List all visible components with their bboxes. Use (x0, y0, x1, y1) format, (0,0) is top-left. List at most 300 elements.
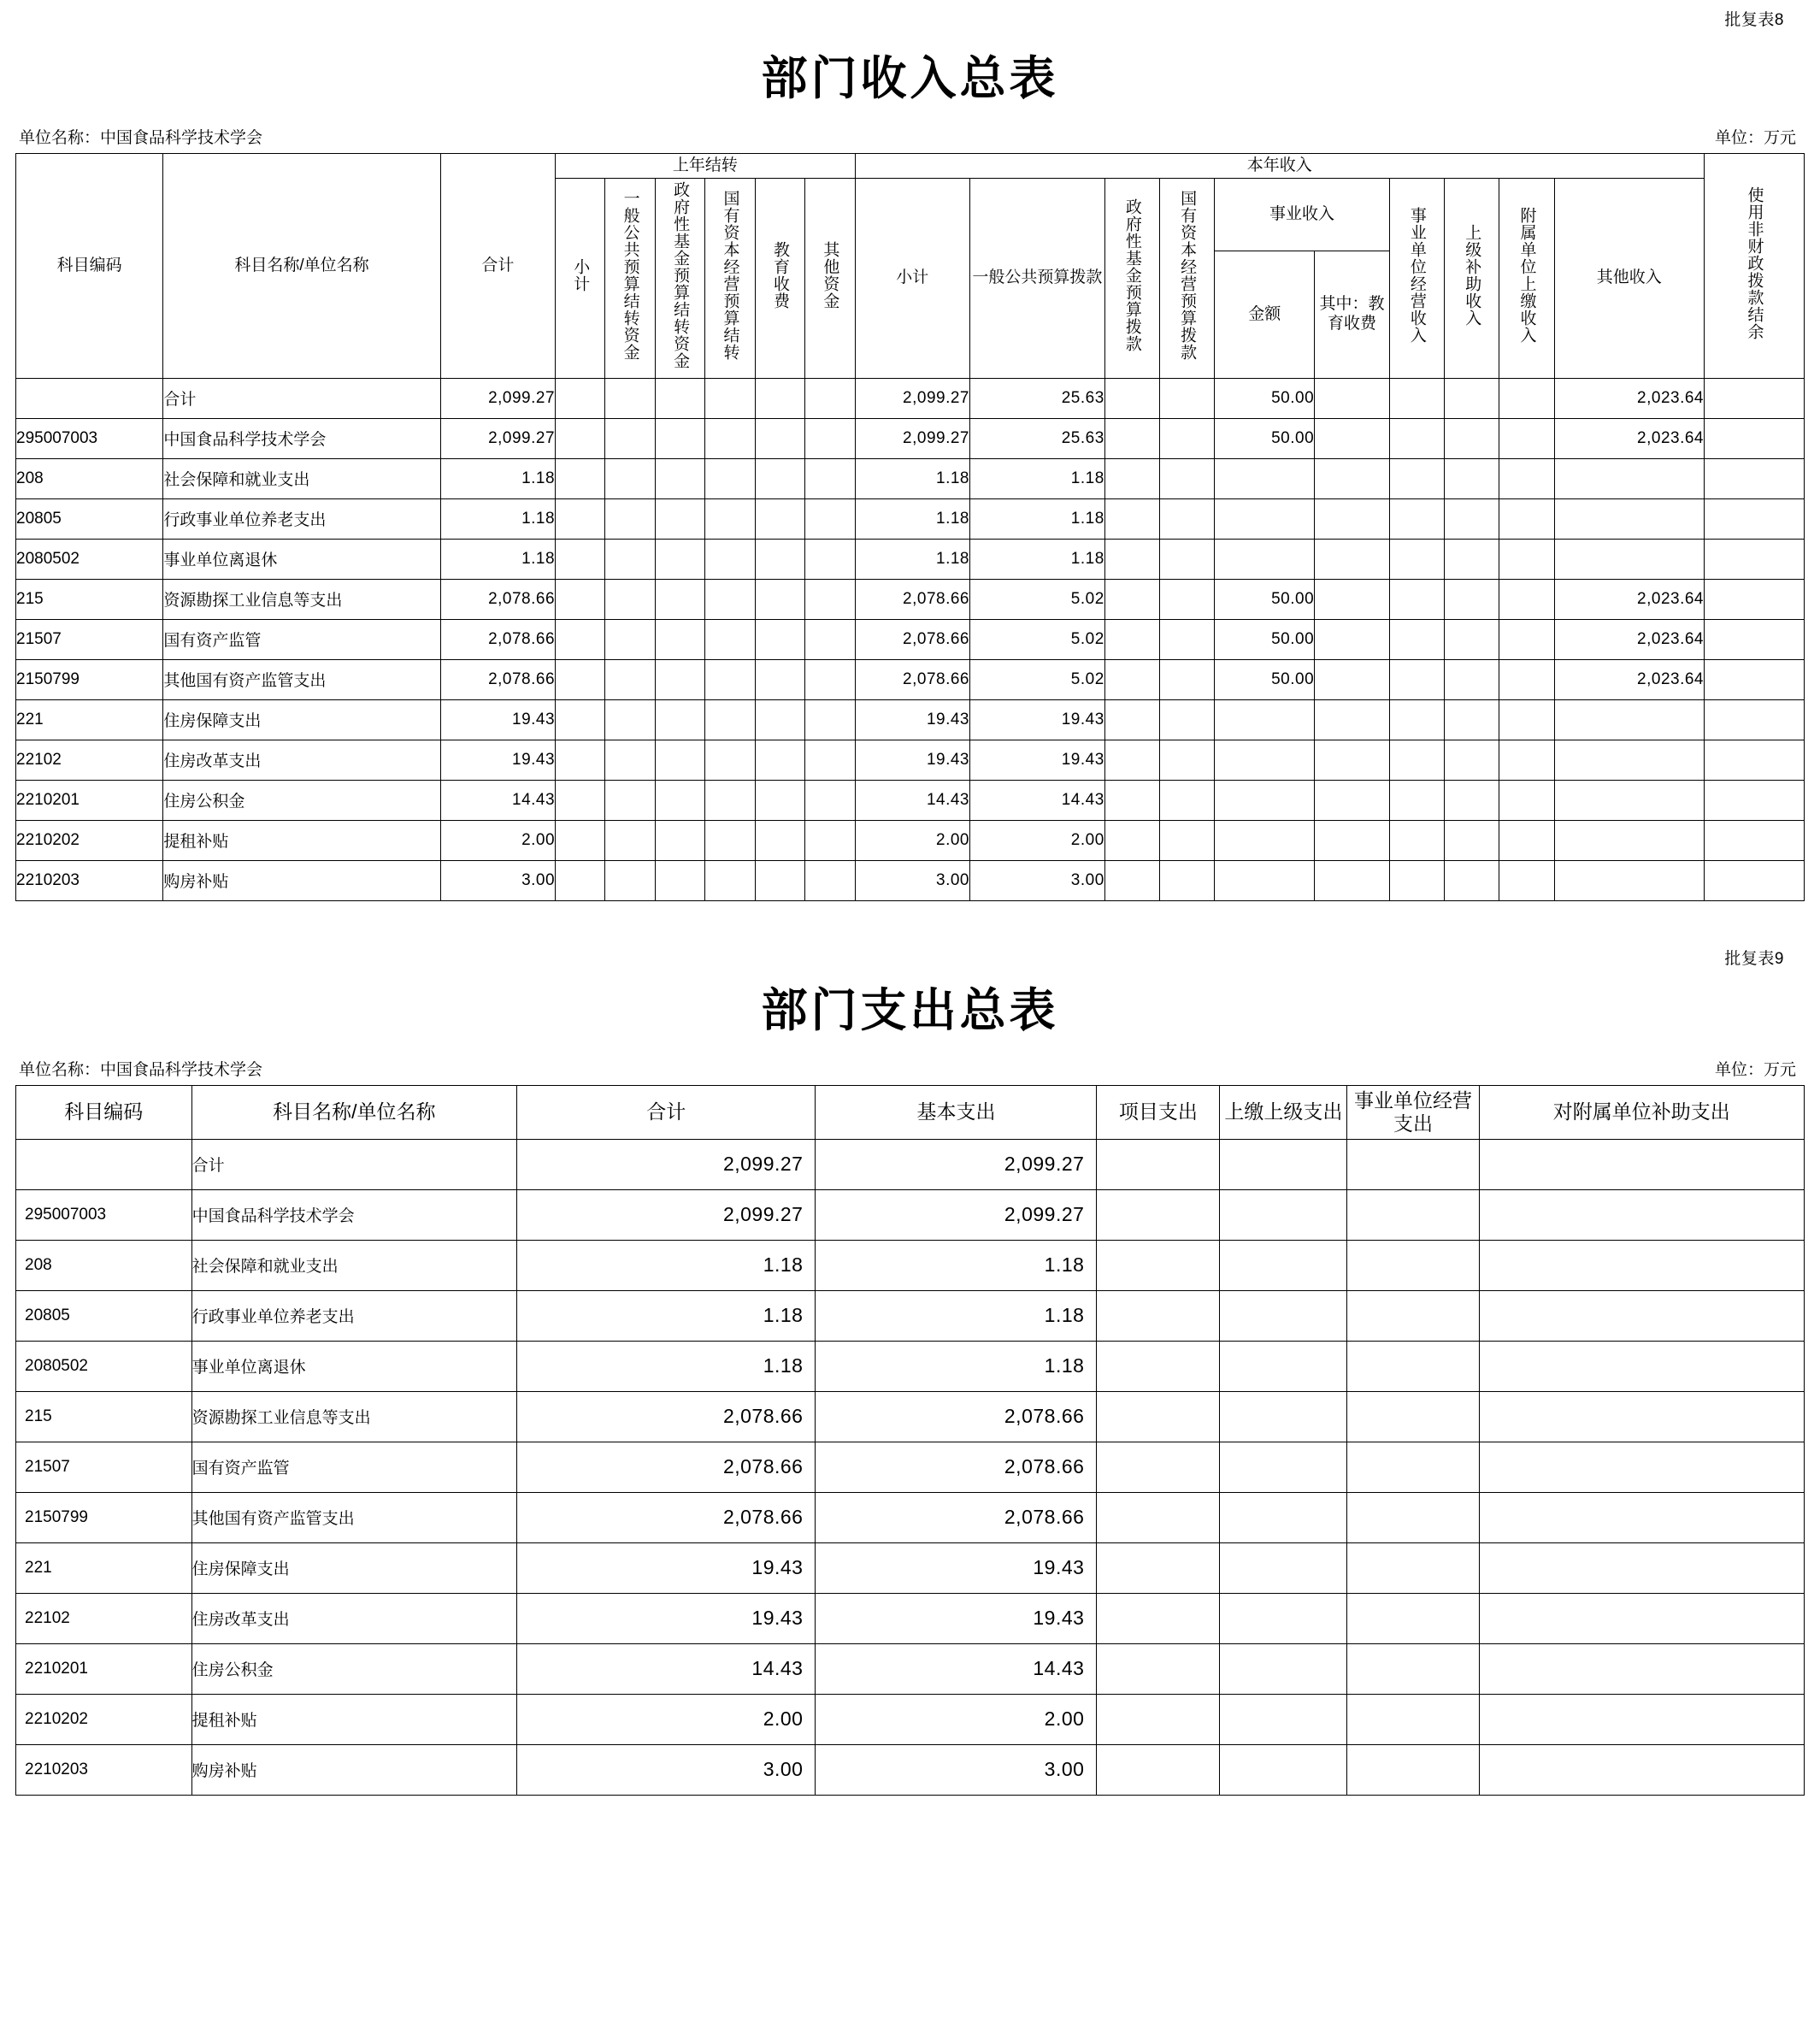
row-career-amount: 50.00 (1215, 418, 1315, 458)
row-nontax (1705, 740, 1805, 780)
row-basic: 19.43 (816, 1542, 1097, 1593)
row-project (1097, 1744, 1220, 1795)
row-career-operate (1389, 378, 1444, 418)
row-superior (1445, 699, 1499, 740)
row-project (1097, 1139, 1220, 1189)
row-name: 住房改革支出 (191, 1593, 516, 1643)
row-operate (1347, 1240, 1479, 1290)
row-co-general (605, 699, 655, 740)
row-superior (1445, 498, 1499, 539)
row-total: 19.43 (516, 1542, 816, 1593)
row-career-edu (1315, 458, 1390, 498)
row-yr-sub: 3.00 (855, 860, 969, 900)
income-col-co-general-label: 一般公共预算结转资金 (621, 190, 639, 362)
row-code: 2210202 (16, 1694, 192, 1744)
expenditure-header-row (16, 1085, 1805, 1139)
row-co-edu (755, 860, 804, 900)
row-co-govfund (655, 699, 704, 740)
row-co-edu (755, 780, 804, 820)
row-career-operate (1389, 659, 1444, 699)
table-row (16, 619, 1805, 659)
row-total: 2,078.66 (440, 579, 555, 619)
row-yr-sub: 14.43 (855, 780, 969, 820)
row-yr-govfund (1104, 418, 1159, 458)
expenditure-col-superior-payment: 上缴上级支出 (1220, 1085, 1347, 1139)
row-basic: 2,078.66 (816, 1391, 1097, 1442)
row-co-other (805, 579, 855, 619)
row-project (1097, 1240, 1220, 1290)
row-other (1554, 458, 1704, 498)
row-code: 221 (16, 699, 163, 740)
row-career-amount (1215, 740, 1315, 780)
row-total: 19.43 (440, 699, 555, 740)
row-co-other (805, 498, 855, 539)
row-co-other (805, 780, 855, 820)
row-yr-stateop (1160, 539, 1215, 579)
row-yr-sub: 1.18 (855, 498, 969, 539)
row-co-govfund (655, 740, 704, 780)
row-co-sub (556, 659, 605, 699)
row-superior (1220, 1391, 1347, 1442)
row-operate (1347, 1139, 1479, 1189)
row-career-amount: 50.00 (1215, 579, 1315, 619)
income-col-co-stateop-label: 国有资本经营预算结转 (721, 190, 739, 362)
row-basic: 1.18 (816, 1240, 1097, 1290)
row-code: 215 (16, 1391, 192, 1442)
row-affiliate (1479, 1492, 1804, 1542)
row-affiliate (1499, 780, 1554, 820)
row-career-operate (1389, 740, 1444, 780)
row-nontax (1705, 418, 1805, 458)
row-code: 208 (16, 458, 163, 498)
row-co-general (605, 458, 655, 498)
row-affiliate (1479, 1341, 1804, 1391)
row-yr-stateop (1160, 699, 1215, 740)
row-total: 14.43 (440, 780, 555, 820)
row-total: 1.18 (516, 1290, 816, 1341)
row-total: 2.00 (516, 1694, 816, 1744)
row-career-edu (1315, 820, 1390, 860)
row-co-stateop (705, 579, 755, 619)
row-career-operate (1389, 820, 1444, 860)
table-row (16, 740, 1805, 780)
row-co-sub (556, 498, 605, 539)
row-yr-govfund (1104, 539, 1159, 579)
row-affiliate (1499, 539, 1554, 579)
row-project (1097, 1290, 1220, 1341)
row-co-general (605, 619, 655, 659)
expenditure-col-affiliate-subsidy: 对附属单位补助支出 (1479, 1085, 1804, 1139)
row-operate (1347, 1391, 1479, 1442)
row-yr-govfund (1104, 740, 1159, 780)
row-co-stateop (705, 820, 755, 860)
row-yr-stateop (1160, 418, 1215, 458)
row-name: 购房补贴 (191, 1744, 516, 1795)
row-operate (1347, 1694, 1479, 1744)
row-name: 社会保障和就业支出 (191, 1240, 516, 1290)
row-yr-general: 3.00 (970, 860, 1105, 900)
row-superior (1220, 1240, 1347, 1290)
expenditure-meta-row (15, 1057, 1805, 1085)
row-basic: 14.43 (816, 1643, 1097, 1694)
row-basic: 2.00 (816, 1694, 1097, 1744)
row-total: 14.43 (516, 1643, 816, 1694)
income-unit-measure: 单位：万元 (1714, 129, 1796, 147)
row-name: 行政事业单位养老支出 (191, 1290, 516, 1341)
row-name: 合计 (163, 378, 440, 418)
table-row (16, 1694, 1805, 1744)
row-co-sub (556, 579, 605, 619)
income-col-superior-subsidy-label: 上级补助收入 (1463, 224, 1481, 327)
income-col-yr-general: 一般公共预算拨款 (970, 179, 1105, 378)
row-total: 2,078.66 (516, 1442, 816, 1492)
row-superior (1220, 1189, 1347, 1240)
row-co-other (805, 619, 855, 659)
row-basic: 3.00 (816, 1744, 1097, 1795)
row-yr-govfund (1104, 699, 1159, 740)
expenditure-col-total: 合计 (516, 1085, 816, 1139)
row-name: 事业单位离退休 (191, 1341, 516, 1391)
row-name: 事业单位离退休 (163, 539, 440, 579)
row-co-edu (755, 579, 804, 619)
row-co-general (605, 418, 655, 458)
row-code: 2210203 (16, 860, 163, 900)
row-co-other (805, 699, 855, 740)
row-total: 19.43 (516, 1593, 816, 1643)
row-name: 合计 (191, 1139, 516, 1189)
row-yr-govfund (1104, 378, 1159, 418)
table-row (16, 1139, 1805, 1189)
row-co-edu (755, 659, 804, 699)
row-co-govfund (655, 378, 704, 418)
row-operate (1347, 1341, 1479, 1391)
row-yr-sub: 2,078.66 (855, 579, 969, 619)
row-co-sub (556, 860, 605, 900)
row-co-govfund (655, 780, 704, 820)
row-name: 中国食品科学技术学会 (191, 1189, 516, 1240)
row-career-amount (1215, 860, 1315, 900)
row-co-govfund (655, 539, 704, 579)
row-co-stateop (705, 539, 755, 579)
table-row (16, 1290, 1805, 1341)
row-operate (1347, 1290, 1479, 1341)
row-yr-sub: 2,078.66 (855, 619, 969, 659)
row-yr-govfund (1104, 579, 1159, 619)
row-superior (1445, 740, 1499, 780)
row-affiliate (1479, 1542, 1804, 1593)
row-co-general (605, 780, 655, 820)
row-yr-stateop (1160, 619, 1215, 659)
income-col-career-amount: 金额 (1215, 251, 1315, 378)
row-total: 2,099.27 (440, 418, 555, 458)
row-affiliate (1499, 860, 1554, 900)
table-row (16, 579, 1805, 619)
row-operate (1347, 1492, 1479, 1542)
income-col-career-edu: 其中：教育收费 (1315, 251, 1390, 378)
income-col-affiliate-payment-label: 附属单位上缴收入 (1517, 207, 1536, 345)
row-superior (1220, 1442, 1347, 1492)
row-total: 19.43 (440, 740, 555, 780)
row-career-edu (1315, 619, 1390, 659)
row-yr-stateop (1160, 498, 1215, 539)
row-other: 2,023.64 (1554, 659, 1704, 699)
row-name: 中国食品科学技术学会 (163, 418, 440, 458)
row-co-govfund (655, 820, 704, 860)
row-basic: 2,078.66 (816, 1492, 1097, 1542)
row-co-govfund (655, 498, 704, 539)
income-col-total: 合计 (440, 154, 555, 379)
row-name: 资源勘探工业信息等支出 (163, 579, 440, 619)
income-col-co-stateop (705, 179, 755, 378)
row-nontax (1705, 498, 1805, 539)
row-code: 22102 (16, 740, 163, 780)
row-co-govfund (655, 418, 704, 458)
row-other: 2,023.64 (1554, 619, 1704, 659)
row-superior (1220, 1492, 1347, 1542)
row-co-stateop (705, 498, 755, 539)
row-yr-govfund (1104, 619, 1159, 659)
expenditure-col-basic: 基本支出 (816, 1085, 1097, 1139)
row-career-edu (1315, 498, 1390, 539)
row-co-other (805, 378, 855, 418)
expenditure-sheet-tag: 批复表9 (1724, 949, 1784, 968)
row-yr-general: 1.18 (970, 458, 1105, 498)
row-yr-stateop (1160, 820, 1215, 860)
row-affiliate (1499, 579, 1554, 619)
row-co-sub (556, 780, 605, 820)
row-co-stateop (705, 740, 755, 780)
row-other (1554, 699, 1704, 740)
row-superior (1445, 820, 1499, 860)
row-operate (1347, 1643, 1479, 1694)
row-yr-sub: 19.43 (855, 740, 969, 780)
table-row (16, 659, 1805, 699)
row-co-govfund (655, 458, 704, 498)
row-yr-stateop (1160, 458, 1215, 498)
row-code: 2150799 (16, 1492, 192, 1542)
row-yr-sub: 2.00 (855, 820, 969, 860)
income-meta-row (15, 125, 1805, 153)
row-career-operate (1389, 498, 1444, 539)
row-career-operate (1389, 539, 1444, 579)
row-name: 其他国有资产监管支出 (163, 659, 440, 699)
row-code: 2080502 (16, 1341, 192, 1391)
table-row (16, 860, 1805, 900)
row-nontax (1705, 378, 1805, 418)
row-total: 1.18 (516, 1240, 816, 1290)
income-col-yr-stateop (1160, 179, 1215, 378)
row-operate (1347, 1542, 1479, 1593)
income-col-affiliate-payment (1499, 179, 1554, 378)
row-yr-stateop (1160, 659, 1215, 699)
row-career-operate (1389, 619, 1444, 659)
row-co-general (605, 740, 655, 780)
row-basic: 1.18 (816, 1341, 1097, 1391)
row-yr-general: 14.43 (970, 780, 1105, 820)
expenditure-report-page (0, 939, 1820, 1804)
row-yr-general: 5.02 (970, 619, 1105, 659)
row-co-general (605, 659, 655, 699)
table-row (16, 1189, 1805, 1240)
row-superior (1220, 1341, 1347, 1391)
row-career-edu (1315, 539, 1390, 579)
row-career-operate (1389, 458, 1444, 498)
row-co-edu (755, 378, 804, 418)
table-row (16, 1542, 1805, 1593)
income-col-co-govfund (655, 179, 704, 378)
income-col-other-income: 其他收入 (1554, 179, 1704, 378)
row-name: 住房公积金 (191, 1643, 516, 1694)
row-co-sub (556, 539, 605, 579)
row-superior (1445, 860, 1499, 900)
row-career-edu (1315, 378, 1390, 418)
row-affiliate (1479, 1744, 1804, 1795)
row-affiliate (1499, 740, 1554, 780)
row-other (1554, 740, 1704, 780)
row-yr-stateop (1160, 740, 1215, 780)
table-row (16, 378, 1805, 418)
row-career-amount (1215, 699, 1315, 740)
row-superior (1445, 539, 1499, 579)
row-other: 2,023.64 (1554, 418, 1704, 458)
row-name: 提租补贴 (191, 1694, 516, 1744)
table-row (16, 1442, 1805, 1492)
row-yr-sub: 1.18 (855, 539, 969, 579)
income-group-career: 事业收入 (1215, 179, 1390, 251)
income-col-co-edu-label: 教育收费 (770, 241, 789, 310)
row-total: 1.18 (440, 458, 555, 498)
row-co-other (805, 458, 855, 498)
row-operate (1347, 1442, 1479, 1492)
income-header-row-1 (16, 154, 1805, 179)
row-career-operate (1389, 418, 1444, 458)
row-name: 购房补贴 (163, 860, 440, 900)
row-basic: 19.43 (816, 1593, 1097, 1643)
row-code: 22102 (16, 1593, 192, 1643)
row-nontax (1705, 619, 1805, 659)
income-col-name: 科目名称/单位名称 (163, 154, 440, 379)
row-career-operate (1389, 579, 1444, 619)
income-col-yr-govfund (1104, 179, 1159, 378)
row-affiliate (1479, 1240, 1804, 1290)
expenditure-unit-measure: 单位：万元 (1714, 1060, 1796, 1079)
row-project (1097, 1442, 1220, 1492)
row-co-sub (556, 619, 605, 659)
row-co-sub (556, 820, 605, 860)
table-row (16, 820, 1805, 860)
row-code: 2210201 (16, 780, 163, 820)
row-co-general (605, 579, 655, 619)
row-total: 2,078.66 (516, 1492, 816, 1542)
row-co-edu (755, 699, 804, 740)
table-row (16, 1391, 1805, 1442)
row-other (1554, 539, 1704, 579)
row-project (1097, 1593, 1220, 1643)
row-yr-govfund (1104, 780, 1159, 820)
row-co-stateop (705, 619, 755, 659)
row-other: 2,023.64 (1554, 579, 1704, 619)
row-nontax (1705, 458, 1805, 498)
row-yr-general: 25.63 (970, 378, 1105, 418)
row-total: 2,099.27 (516, 1139, 816, 1189)
row-operate (1347, 1593, 1479, 1643)
row-affiliate (1479, 1694, 1804, 1744)
expenditure-col-code: 科目编码 (16, 1085, 192, 1139)
row-superior (1445, 418, 1499, 458)
row-co-edu (755, 740, 804, 780)
row-code: 21507 (16, 1442, 192, 1492)
row-code: 2150799 (16, 659, 163, 699)
row-career-amount (1215, 820, 1315, 860)
table-row (16, 458, 1805, 498)
income-col-nontax-balance-label: 使用非财政拨款结余 (1745, 186, 1764, 340)
table-row (16, 1341, 1805, 1391)
row-nontax (1705, 820, 1805, 860)
row-code (16, 378, 163, 418)
income-page-title: 部门收入总表 (761, 50, 1059, 105)
row-career-amount (1215, 498, 1315, 539)
row-nontax (1705, 579, 1805, 619)
row-yr-sub: 1.18 (855, 458, 969, 498)
row-code (16, 1139, 192, 1189)
row-project (1097, 1542, 1220, 1593)
row-superior (1445, 579, 1499, 619)
row-co-govfund (655, 579, 704, 619)
row-superior (1220, 1290, 1347, 1341)
row-total: 2,099.27 (516, 1189, 816, 1240)
row-name: 住房改革支出 (163, 740, 440, 780)
row-nontax (1705, 659, 1805, 699)
row-name: 国有资产监管 (163, 619, 440, 659)
row-project (1097, 1189, 1220, 1240)
row-co-other (805, 418, 855, 458)
row-code: 2210203 (16, 1744, 192, 1795)
row-co-govfund (655, 860, 704, 900)
income-col-yr-sub: 小计 (855, 179, 969, 378)
row-co-stateop (705, 378, 755, 418)
row-co-general (605, 860, 655, 900)
table-row (16, 418, 1805, 458)
row-basic: 1.18 (816, 1290, 1097, 1341)
row-total: 1.18 (516, 1341, 816, 1391)
row-code: 20805 (16, 1290, 192, 1341)
row-yr-sub: 2,099.27 (855, 418, 969, 458)
row-co-stateop (705, 780, 755, 820)
row-co-edu (755, 458, 804, 498)
income-group-year: 本年收入 (855, 154, 1704, 179)
row-co-general (605, 820, 655, 860)
row-career-edu (1315, 740, 1390, 780)
income-col-career-operate-label: 事业单位经营收入 (1407, 207, 1426, 345)
row-affiliate (1499, 378, 1554, 418)
row-career-edu (1315, 579, 1390, 619)
row-nontax (1705, 699, 1805, 740)
row-superior (1445, 378, 1499, 418)
income-col-superior-subsidy (1445, 179, 1499, 378)
row-career-edu (1315, 699, 1390, 740)
row-affiliate (1479, 1442, 1804, 1492)
row-total: 3.00 (440, 860, 555, 900)
row-superior (1445, 458, 1499, 498)
row-co-other (805, 740, 855, 780)
table-row (16, 539, 1805, 579)
table-row (16, 1643, 1805, 1694)
row-yr-general: 25.63 (970, 418, 1105, 458)
row-name: 提租补贴 (163, 820, 440, 860)
row-yr-govfund (1104, 458, 1159, 498)
row-yr-sub: 19.43 (855, 699, 969, 740)
row-career-operate (1389, 699, 1444, 740)
